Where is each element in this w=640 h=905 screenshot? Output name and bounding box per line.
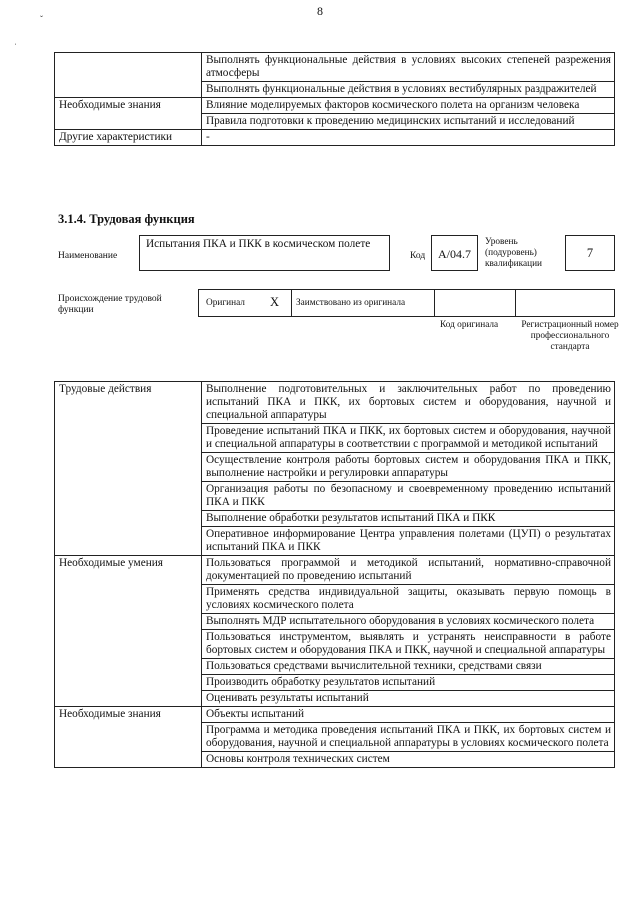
page-number: 8: [317, 4, 323, 18]
row-label: Необходимые умения: [55, 556, 202, 707]
row-item: Выполнять функциональные действия в условиях высоких степеней разрежения атмосферы: [202, 53, 615, 82]
top-competency-table: [54, 52, 615, 146]
scan-speck: ˈ: [14, 42, 17, 52]
table-row: [55, 556, 615, 585]
origin-divider: [434, 290, 435, 316]
row-item: Оценивать результаты испытаний: [202, 691, 615, 707]
name-value-text: Испытания ПКА и ПКК в космическом полете: [146, 238, 371, 250]
scan-speck: ˇ: [40, 14, 43, 24]
origin-boxes: [198, 289, 615, 317]
row-item: Программа и методика проведения испытаний ПКА и ПКК, их бортовых систем и оборудования, научной и специальной аппаратуры в условиях космического полета: [202, 723, 615, 752]
code-original-caption: Код оригинала: [440, 320, 499, 330]
level-label: Уровень (подуровень) квалификации: [485, 237, 543, 269]
code-value: А/04.7: [431, 235, 478, 271]
row-item: Осуществление контроля работы бортовых систем и оборудования ПКА и ПКК, выполнение настройки и регулировки аппаратуры: [202, 453, 615, 482]
row-item: Выполнять функциональные действия в условиях вестибулярных раздражителей: [202, 82, 615, 98]
labor-function-table: [54, 381, 615, 768]
row-item: Правила подготовки к проведению медицинских испытаний и исследований: [202, 114, 615, 130]
original-mark: X: [270, 295, 280, 309]
section-title: 3.1.4. Трудовая функция: [58, 212, 195, 226]
row-label: Необходимые знания: [55, 98, 202, 130]
borrowed-label: Заимствовано из оригинала: [296, 298, 406, 308]
table-row: [55, 382, 615, 424]
row-item: Выполнение обработки результатов испытаний ПКА и ПКК: [202, 511, 615, 527]
row-item: Применять средства индивидуальной защиты, оказывать первую помощь в условиях космического полета: [202, 585, 615, 614]
code-label: Код: [410, 251, 426, 261]
row-item: Пользоваться программой и методикой испытаний, нормативно-справочной документацией по проведению испытаний: [202, 556, 615, 585]
row-item: Объекты испытаний: [202, 707, 615, 723]
row-label: [55, 53, 202, 98]
origin-divider: [291, 290, 292, 316]
table-row: [55, 98, 615, 114]
table-row: [55, 53, 615, 82]
row-label: Другие характеристики: [55, 130, 202, 146]
row-item: Пользоваться средствами вычислительной техники, средствами связи: [202, 659, 615, 675]
table-row: [55, 130, 615, 146]
row-label: Необходимые знания: [55, 707, 202, 768]
table-row: [55, 707, 615, 723]
level-value: 7: [565, 235, 615, 271]
row-item: Основы контроля технических систем: [202, 752, 615, 768]
row-item: -: [202, 130, 615, 146]
reg-number-caption: Регистрационный номер профессионального стандарта: [521, 320, 619, 352]
row-item: Выполнение подготовительных и заключительных работ по проведению испытаний ПКА и ПКК, их бортовых систем и оборудования, научной и специальной аппаратуры: [202, 382, 615, 424]
row-item: Проведение испытаний ПКА и ПКК, их бортовых систем и оборудования, научной и специальной аппаратуры в соответствии с программой и методикой испытаний: [202, 424, 615, 453]
row-item: Выполнять МДР испытательного оборудования в условиях космического полета: [202, 614, 615, 630]
row-item: Производить обработку результатов испытаний: [202, 675, 615, 691]
origin-divider: [515, 290, 516, 316]
row-item: Оперативное информирование Центра управления полетами (ЦУП) о результатах испытаний ПКА и ПКК: [202, 527, 615, 556]
row-item: Пользоваться инструментом, выявлять и устранять неисправности в работе бортовых систем и оборудования ПКА и ПКК, научной и специальной аппаратуры: [202, 630, 615, 659]
name-label: Наименование: [58, 251, 118, 261]
name-value: [139, 235, 390, 271]
row-item: Влияние моделируемых факторов космического полета на организм человека: [202, 98, 615, 114]
row-label: Трудовые действия: [55, 382, 202, 556]
original-label: Оригинал: [206, 298, 245, 308]
row-item: Организация работы по безопасному и своевременному проведению испытаний ПКА и ПКК: [202, 482, 615, 511]
origin-label: Происхождение трудовой функции: [58, 294, 162, 315]
